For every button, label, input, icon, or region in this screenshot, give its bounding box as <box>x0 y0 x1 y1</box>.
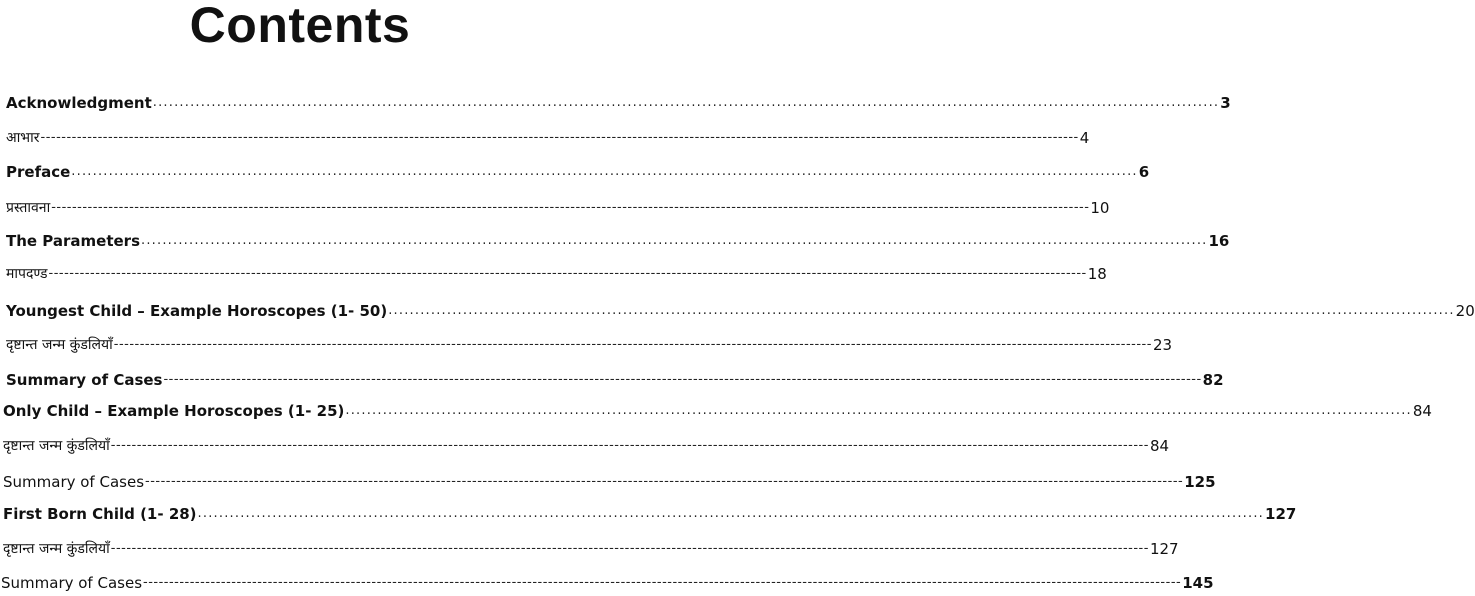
leader-dots: ........................................................................................................................................................................................................ <box>71 164 1138 179</box>
toc-entry-title: The Parameters <box>6 232 141 250</box>
leader-dots: ........................................................................................................................................................................................................ <box>345 403 1412 418</box>
toc-entry-title: Youngest Child – Example Horoscopes (1- 50) <box>6 302 388 320</box>
leader-dashes: -------------------------------------------------------------------------------------------------------------------------------------------------------------------------------------------------------- <box>110 438 1149 453</box>
toc-entry[interactable] <box>6 263 1107 285</box>
toc-entry[interactable] <box>3 435 1170 457</box>
leader-dashes: -------------------------------------------------------------------------------------------------------------------------------------------------------------------------------------------------------- <box>40 130 1079 145</box>
toc-entry-page: 127 <box>1149 540 1179 558</box>
toc-entry-title: प्रस्तावना <box>6 200 51 216</box>
toc-entry-page: 4 <box>1079 129 1090 147</box>
toc-entry-page: 3 <box>1220 94 1231 112</box>
toc-entry-page: 84 <box>1149 437 1170 455</box>
toc-entry[interactable] <box>6 127 1090 149</box>
leader-dashes: -------------------------------------------------------------------------------------------------------------------------------------------------------------------------------------------------------- <box>110 541 1149 556</box>
toc-entry-page: 20 <box>1455 302 1475 320</box>
leader-dots: ........................................................................................................................................................................................................ <box>152 95 1220 110</box>
toc-entry[interactable] <box>6 92 1231 114</box>
toc-entry-page: 6 <box>1138 163 1150 181</box>
toc-entry[interactable] <box>6 300 1475 322</box>
leader-dashes: -------------------------------------------------------------------------------------------------------------------------------------------------------------------------------------------------------- <box>145 474 1184 489</box>
toc-entry-title: Summary of Cases <box>3 473 145 491</box>
toc-entry-title: दृष्टान्त जन्म कुंडलियाँ <box>3 541 110 557</box>
page-title: Contents <box>189 0 411 53</box>
toc-entry-page: 16 <box>1208 232 1230 250</box>
toc-entry[interactable] <box>6 230 1230 252</box>
toc-entry-title: Only Child – Example Horoscopes (1- 25) <box>3 402 345 420</box>
toc-entry-page: 84 <box>1412 402 1432 420</box>
leader-dots: ........................................................................................................................................................................................................ <box>197 506 1265 521</box>
toc-entry[interactable] <box>6 369 1224 391</box>
toc-entry[interactable] <box>3 471 1216 493</box>
toc-entry-title: Summary of Cases <box>1 574 143 592</box>
toc-entry-title: First Born Child (1- 28) <box>3 505 197 523</box>
leader-dashes: -------------------------------------------------------------------------------------------------------------------------------------------------------------------------------------------------------- <box>51 200 1090 215</box>
toc-entry-title: Acknowledgment <box>6 94 152 112</box>
toc-entry-page: 127 <box>1265 505 1297 523</box>
toc-entry-title: दृष्टान्त जन्म कुंडलियाँ <box>3 438 110 454</box>
toc-entry-page: 82 <box>1202 371 1224 389</box>
toc-entry[interactable] <box>6 161 1150 183</box>
leader-dashes: -------------------------------------------------------------------------------------------------------------------------------------------------------------------------------------------------------- <box>163 372 1202 387</box>
leader-dashes: -------------------------------------------------------------------------------------------------------------------------------------------------------------------------------------------------------- <box>48 266 1087 281</box>
toc-entry[interactable] <box>3 503 1297 525</box>
toc-entry-page: 23 <box>1152 336 1173 354</box>
toc-entry-title: मापदण्ड <box>6 266 48 282</box>
toc-entry[interactable] <box>6 197 1110 219</box>
toc-entry-title: आभार <box>6 130 40 146</box>
leader-dots: ........................................................................................................................................................................................................ <box>141 233 1208 248</box>
toc-entry-page: 10 <box>1090 199 1110 217</box>
toc-entry-title: Preface <box>6 163 71 181</box>
leader-dots: ........................................................................................................................................................................................................ <box>388 303 1455 318</box>
leader-dashes: -------------------------------------------------------------------------------------------------------------------------------------------------------------------------------------------------------- <box>113 337 1152 352</box>
toc-entry-title: दृष्टान्त जन्म कुंडलियाँ <box>6 337 113 353</box>
toc-entry[interactable] <box>3 400 1432 422</box>
leader-dashes: -------------------------------------------------------------------------------------------------------------------------------------------------------------------------------------------------------- <box>143 575 1182 590</box>
toc-entry-page: 145 <box>1182 574 1214 592</box>
toc-entry-page: 18 <box>1087 265 1107 283</box>
toc-entry[interactable] <box>1 572 1214 594</box>
toc-entry-title: Summary of Cases <box>6 371 163 389</box>
toc-entry[interactable] <box>6 334 1173 356</box>
toc-entry-page: 125 <box>1184 473 1216 491</box>
toc-entry[interactable] <box>3 538 1179 560</box>
